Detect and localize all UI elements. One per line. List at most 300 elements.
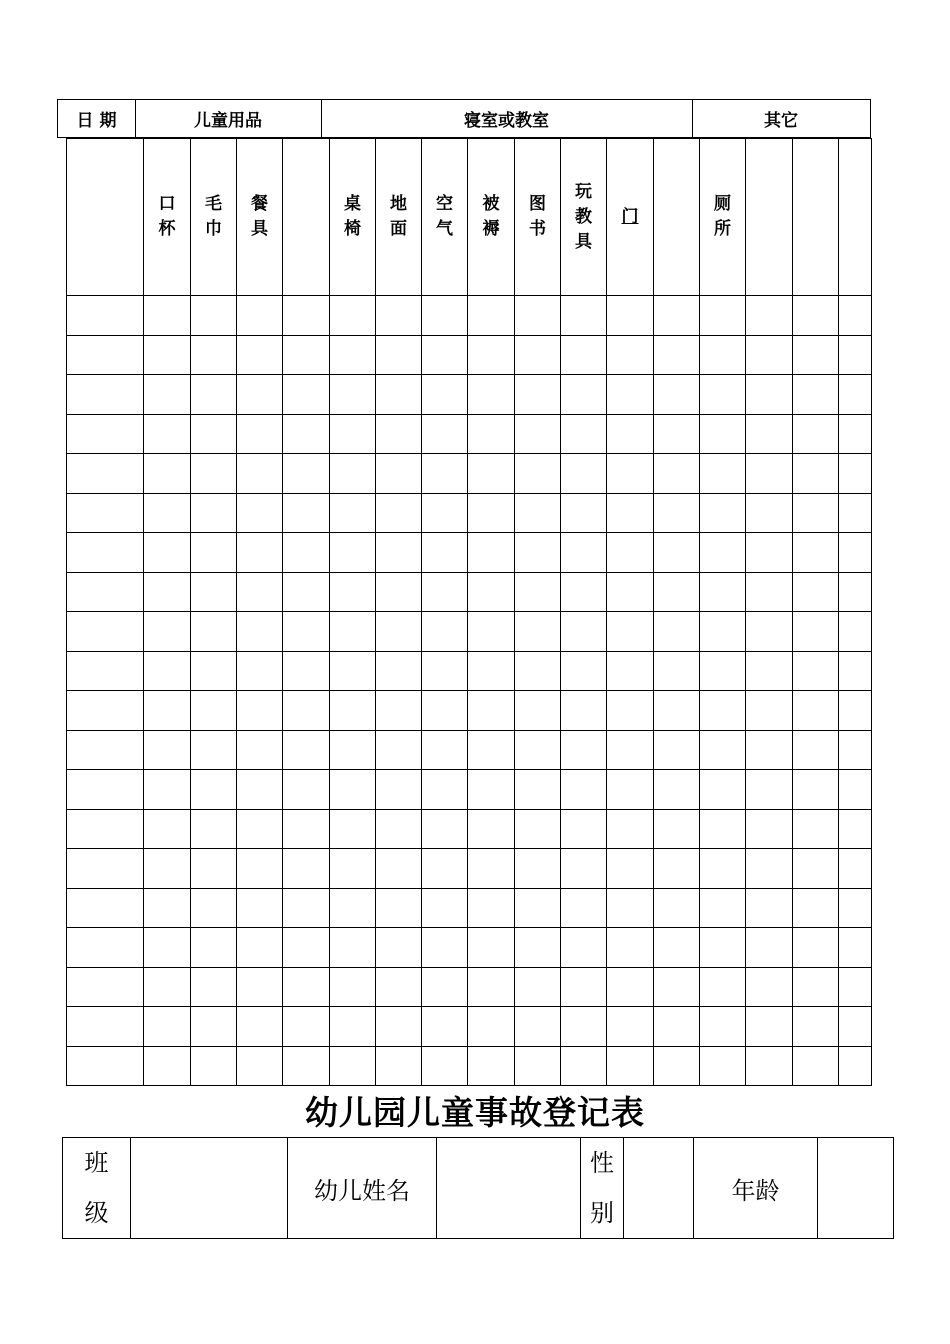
table-cell[interactable] <box>654 849 700 889</box>
table-cell[interactable] <box>468 809 515 849</box>
table-cell[interactable] <box>607 296 654 336</box>
table-cell[interactable] <box>839 651 872 691</box>
table-cell[interactable] <box>376 454 422 494</box>
table-cell[interactable] <box>654 1007 700 1047</box>
table-cell[interactable] <box>330 1046 376 1086</box>
table-cell[interactable] <box>422 454 468 494</box>
table-cell[interactable] <box>793 691 839 731</box>
table-cell[interactable] <box>237 454 283 494</box>
table-cell[interactable] <box>144 691 191 731</box>
table-cell[interactable] <box>283 888 330 928</box>
table-cell[interactable] <box>422 572 468 612</box>
name-field[interactable] <box>437 1138 581 1239</box>
table-cell[interactable] <box>330 809 376 849</box>
table-cell[interactable] <box>191 651 237 691</box>
table-cell[interactable] <box>700 730 746 770</box>
table-cell[interactable] <box>468 651 515 691</box>
table-cell[interactable] <box>144 612 191 652</box>
table-cell[interactable] <box>67 572 144 612</box>
table-cell[interactable] <box>67 335 144 375</box>
table-cell[interactable] <box>746 1046 793 1086</box>
table-cell[interactable] <box>67 375 144 415</box>
table-cell[interactable] <box>700 533 746 573</box>
table-cell[interactable] <box>330 296 376 336</box>
table-cell[interactable] <box>67 533 144 573</box>
table-cell[interactable] <box>422 1007 468 1047</box>
table-cell[interactable] <box>561 928 607 968</box>
table-cell[interactable] <box>561 454 607 494</box>
table-cell[interactable] <box>191 770 237 810</box>
table-cell[interactable] <box>144 454 191 494</box>
table-cell[interactable] <box>654 454 700 494</box>
table-cell[interactable] <box>376 770 422 810</box>
table-cell[interactable] <box>793 809 839 849</box>
table-cell[interactable] <box>422 335 468 375</box>
table-cell[interactable] <box>746 770 793 810</box>
table-cell[interactable] <box>422 651 468 691</box>
table-cell[interactable] <box>839 691 872 731</box>
table-cell[interactable] <box>793 651 839 691</box>
table-cell[interactable] <box>144 770 191 810</box>
table-cell[interactable] <box>515 612 561 652</box>
table-cell[interactable] <box>468 375 515 415</box>
table-cell[interactable] <box>515 335 561 375</box>
table-cell[interactable] <box>237 730 283 770</box>
table-cell[interactable] <box>700 296 746 336</box>
table-cell[interactable] <box>515 928 561 968</box>
table-cell[interactable] <box>422 414 468 454</box>
table-cell[interactable] <box>144 533 191 573</box>
table-cell[interactable] <box>793 928 839 968</box>
table-cell[interactable] <box>237 691 283 731</box>
table-cell[interactable] <box>422 928 468 968</box>
table-cell[interactable] <box>330 888 376 928</box>
table-cell[interactable] <box>654 375 700 415</box>
table-cell[interactable] <box>237 296 283 336</box>
table-cell[interactable] <box>191 375 237 415</box>
table-cell[interactable] <box>700 335 746 375</box>
table-cell[interactable] <box>67 809 144 849</box>
table-cell[interactable] <box>376 928 422 968</box>
table-cell[interactable] <box>330 493 376 533</box>
table-cell[interactable] <box>376 533 422 573</box>
table-cell[interactable] <box>376 809 422 849</box>
table-cell[interactable] <box>330 730 376 770</box>
table-cell[interactable] <box>283 809 330 849</box>
table-cell[interactable] <box>561 414 607 454</box>
table-cell[interactable] <box>330 691 376 731</box>
table-cell[interactable] <box>283 612 330 652</box>
table-cell[interactable] <box>191 296 237 336</box>
table-cell[interactable] <box>561 651 607 691</box>
table-cell[interactable] <box>191 809 237 849</box>
table-cell[interactable] <box>237 770 283 810</box>
table-cell[interactable] <box>191 414 237 454</box>
table-cell[interactable] <box>283 928 330 968</box>
table-cell[interactable] <box>144 572 191 612</box>
table-cell[interactable] <box>468 849 515 889</box>
table-cell[interactable] <box>237 1007 283 1047</box>
table-cell[interactable] <box>654 691 700 731</box>
table-cell[interactable] <box>746 651 793 691</box>
table-cell[interactable] <box>561 335 607 375</box>
table-cell[interactable] <box>283 770 330 810</box>
table-cell[interactable] <box>422 691 468 731</box>
table-cell[interactable] <box>700 928 746 968</box>
table-cell[interactable] <box>283 335 330 375</box>
table-cell[interactable] <box>330 612 376 652</box>
table-cell[interactable] <box>654 730 700 770</box>
table-cell[interactable] <box>283 572 330 612</box>
table-cell[interactable] <box>191 849 237 889</box>
table-cell[interactable] <box>191 454 237 494</box>
table-cell[interactable] <box>839 296 872 336</box>
table-cell[interactable] <box>561 572 607 612</box>
table-cell[interactable] <box>376 888 422 928</box>
table-cell[interactable] <box>468 414 515 454</box>
table-cell[interactable] <box>654 928 700 968</box>
table-cell[interactable] <box>654 572 700 612</box>
table-cell[interactable] <box>515 809 561 849</box>
table-cell[interactable] <box>839 928 872 968</box>
class-field[interactable] <box>131 1138 288 1239</box>
table-cell[interactable] <box>191 1007 237 1047</box>
table-cell[interactable] <box>191 612 237 652</box>
table-cell[interactable] <box>67 730 144 770</box>
table-cell[interactable] <box>67 651 144 691</box>
table-cell[interactable] <box>746 414 793 454</box>
table-cell[interactable] <box>793 730 839 770</box>
table-cell[interactable] <box>144 651 191 691</box>
table-cell[interactable] <box>144 296 191 336</box>
table-cell[interactable] <box>376 493 422 533</box>
table-cell[interactable] <box>468 572 515 612</box>
table-cell[interactable] <box>283 849 330 889</box>
table-cell[interactable] <box>607 888 654 928</box>
table-cell[interactable] <box>700 1007 746 1047</box>
table-cell[interactable] <box>283 691 330 731</box>
table-cell[interactable] <box>515 770 561 810</box>
table-cell[interactable] <box>422 730 468 770</box>
table-cell[interactable] <box>283 730 330 770</box>
table-cell[interactable] <box>515 730 561 770</box>
table-cell[interactable] <box>468 296 515 336</box>
table-cell[interactable] <box>422 809 468 849</box>
table-cell[interactable] <box>67 691 144 731</box>
table-cell[interactable] <box>330 375 376 415</box>
table-cell[interactable] <box>376 375 422 415</box>
table-cell[interactable] <box>793 414 839 454</box>
table-cell[interactable] <box>607 493 654 533</box>
table-cell[interactable] <box>468 335 515 375</box>
table-cell[interactable] <box>191 967 237 1007</box>
table-cell[interactable] <box>793 533 839 573</box>
table-cell[interactable] <box>283 493 330 533</box>
table-cell[interactable] <box>237 849 283 889</box>
table-cell[interactable] <box>839 888 872 928</box>
table-cell[interactable] <box>237 928 283 968</box>
table-cell[interactable] <box>607 533 654 573</box>
table-cell[interactable] <box>839 770 872 810</box>
table-cell[interactable] <box>607 1046 654 1086</box>
table-cell[interactable] <box>144 375 191 415</box>
table-cell[interactable] <box>422 849 468 889</box>
table-cell[interactable] <box>376 691 422 731</box>
table-cell[interactable] <box>283 1007 330 1047</box>
table-cell[interactable] <box>515 1007 561 1047</box>
table-cell[interactable] <box>422 770 468 810</box>
table-cell[interactable] <box>376 296 422 336</box>
table-cell[interactable] <box>144 335 191 375</box>
table-cell[interactable] <box>67 1007 144 1047</box>
table-cell[interactable] <box>468 533 515 573</box>
table-cell[interactable] <box>330 849 376 889</box>
table-cell[interactable] <box>330 533 376 573</box>
table-cell[interactable] <box>607 612 654 652</box>
table-cell[interactable] <box>839 533 872 573</box>
gender-field[interactable] <box>624 1138 694 1239</box>
table-cell[interactable] <box>67 454 144 494</box>
table-cell[interactable] <box>561 612 607 652</box>
table-cell[interactable] <box>515 572 561 612</box>
table-cell[interactable] <box>607 730 654 770</box>
table-cell[interactable] <box>237 572 283 612</box>
table-cell[interactable] <box>191 572 237 612</box>
table-cell[interactable] <box>839 809 872 849</box>
table-cell[interactable] <box>191 335 237 375</box>
table-cell[interactable] <box>422 296 468 336</box>
table-cell[interactable] <box>607 572 654 612</box>
table-cell[interactable] <box>468 691 515 731</box>
table-cell[interactable] <box>746 335 793 375</box>
table-cell[interactable] <box>283 533 330 573</box>
table-cell[interactable] <box>283 1046 330 1086</box>
table-cell[interactable] <box>376 730 422 770</box>
table-cell[interactable] <box>237 493 283 533</box>
table-cell[interactable] <box>654 612 700 652</box>
table-cell[interactable] <box>561 375 607 415</box>
table-cell[interactable] <box>515 414 561 454</box>
table-cell[interactable] <box>746 572 793 612</box>
table-cell[interactable] <box>330 335 376 375</box>
table-cell[interactable] <box>839 414 872 454</box>
table-cell[interactable] <box>839 612 872 652</box>
table-cell[interactable] <box>330 414 376 454</box>
table-cell[interactable] <box>746 296 793 336</box>
table-cell[interactable] <box>144 928 191 968</box>
table-cell[interactable] <box>515 493 561 533</box>
table-cell[interactable] <box>191 533 237 573</box>
table-cell[interactable] <box>746 928 793 968</box>
table-cell[interactable] <box>283 375 330 415</box>
table-cell[interactable] <box>515 1046 561 1086</box>
table-cell[interactable] <box>793 612 839 652</box>
table-cell[interactable] <box>793 1046 839 1086</box>
table-cell[interactable] <box>144 414 191 454</box>
table-cell[interactable] <box>607 335 654 375</box>
table-cell[interactable] <box>330 454 376 494</box>
table-cell[interactable] <box>746 375 793 415</box>
table-cell[interactable] <box>67 414 144 454</box>
table-cell[interactable] <box>422 375 468 415</box>
table-cell[interactable] <box>515 888 561 928</box>
table-cell[interactable] <box>561 533 607 573</box>
table-cell[interactable] <box>839 967 872 1007</box>
table-cell[interactable] <box>700 651 746 691</box>
table-cell[interactable] <box>67 296 144 336</box>
table-cell[interactable] <box>607 809 654 849</box>
table-cell[interactable] <box>607 967 654 1007</box>
table-cell[interactable] <box>839 1007 872 1047</box>
table-cell[interactable] <box>283 454 330 494</box>
table-cell[interactable] <box>283 967 330 1007</box>
table-cell[interactable] <box>654 1046 700 1086</box>
table-cell[interactable] <box>237 375 283 415</box>
table-cell[interactable] <box>654 770 700 810</box>
table-cell[interactable] <box>67 770 144 810</box>
table-cell[interactable] <box>67 612 144 652</box>
table-cell[interactable] <box>561 493 607 533</box>
table-cell[interactable] <box>468 928 515 968</box>
table-cell[interactable] <box>515 375 561 415</box>
table-cell[interactable] <box>376 651 422 691</box>
table-cell[interactable] <box>654 414 700 454</box>
table-cell[interactable] <box>515 651 561 691</box>
table-cell[interactable] <box>376 967 422 1007</box>
table-cell[interactable] <box>237 888 283 928</box>
table-cell[interactable] <box>237 651 283 691</box>
table-cell[interactable] <box>468 1046 515 1086</box>
table-cell[interactable] <box>607 691 654 731</box>
table-cell[interactable] <box>700 454 746 494</box>
table-cell[interactable] <box>376 572 422 612</box>
table-cell[interactable] <box>468 454 515 494</box>
table-cell[interactable] <box>468 888 515 928</box>
table-cell[interactable] <box>700 770 746 810</box>
table-cell[interactable] <box>746 493 793 533</box>
table-cell[interactable] <box>144 888 191 928</box>
table-cell[interactable] <box>700 414 746 454</box>
table-cell[interactable] <box>144 849 191 889</box>
table-cell[interactable] <box>561 296 607 336</box>
table-cell[interactable] <box>191 1046 237 1086</box>
table-cell[interactable] <box>561 849 607 889</box>
table-cell[interactable] <box>191 888 237 928</box>
table-cell[interactable] <box>607 454 654 494</box>
table-cell[interactable] <box>283 414 330 454</box>
table-cell[interactable] <box>468 1007 515 1047</box>
table-cell[interactable] <box>793 493 839 533</box>
table-cell[interactable] <box>144 809 191 849</box>
age-field[interactable] <box>818 1138 894 1239</box>
table-cell[interactable] <box>839 454 872 494</box>
table-cell[interactable] <box>700 612 746 652</box>
table-cell[interactable] <box>515 691 561 731</box>
table-cell[interactable] <box>330 651 376 691</box>
table-cell[interactable] <box>468 493 515 533</box>
table-cell[interactable] <box>237 967 283 1007</box>
table-cell[interactable] <box>468 730 515 770</box>
table-cell[interactable] <box>67 967 144 1007</box>
table-cell[interactable] <box>746 691 793 731</box>
table-cell[interactable] <box>237 335 283 375</box>
table-cell[interactable] <box>607 1007 654 1047</box>
table-cell[interactable] <box>330 1007 376 1047</box>
table-cell[interactable] <box>746 967 793 1007</box>
table-cell[interactable] <box>654 335 700 375</box>
table-cell[interactable] <box>793 1007 839 1047</box>
table-cell[interactable] <box>376 849 422 889</box>
table-cell[interactable] <box>330 928 376 968</box>
table-cell[interactable] <box>515 533 561 573</box>
table-cell[interactable] <box>515 849 561 889</box>
table-cell[interactable] <box>330 967 376 1007</box>
table-cell[interactable] <box>793 967 839 1007</box>
table-cell[interactable] <box>468 770 515 810</box>
table-cell[interactable] <box>793 296 839 336</box>
table-cell[interactable] <box>746 849 793 889</box>
table-cell[interactable] <box>376 1046 422 1086</box>
table-cell[interactable] <box>654 967 700 1007</box>
table-cell[interactable] <box>700 809 746 849</box>
table-cell[interactable] <box>191 730 237 770</box>
table-cell[interactable] <box>561 1046 607 1086</box>
table-cell[interactable] <box>422 612 468 652</box>
table-cell[interactable] <box>283 296 330 336</box>
table-cell[interactable] <box>746 809 793 849</box>
table-cell[interactable] <box>515 296 561 336</box>
table-cell[interactable] <box>793 770 839 810</box>
table-cell[interactable] <box>839 849 872 889</box>
table-cell[interactable] <box>376 335 422 375</box>
table-cell[interactable] <box>376 414 422 454</box>
table-cell[interactable] <box>422 1046 468 1086</box>
table-cell[interactable] <box>422 888 468 928</box>
table-cell[interactable] <box>237 414 283 454</box>
table-cell[interactable] <box>654 888 700 928</box>
table-cell[interactable] <box>376 1007 422 1047</box>
table-cell[interactable] <box>793 375 839 415</box>
table-cell[interactable] <box>839 730 872 770</box>
table-cell[interactable] <box>839 335 872 375</box>
table-cell[interactable] <box>793 849 839 889</box>
table-cell[interactable] <box>237 809 283 849</box>
table-cell[interactable] <box>607 375 654 415</box>
table-cell[interactable] <box>746 612 793 652</box>
table-cell[interactable] <box>561 730 607 770</box>
table-cell[interactable] <box>793 335 839 375</box>
table-cell[interactable] <box>468 967 515 1007</box>
table-cell[interactable] <box>144 730 191 770</box>
table-cell[interactable] <box>237 533 283 573</box>
table-cell[interactable] <box>700 572 746 612</box>
table-cell[interactable] <box>468 612 515 652</box>
table-cell[interactable] <box>654 533 700 573</box>
table-cell[interactable] <box>561 967 607 1007</box>
table-cell[interactable] <box>607 651 654 691</box>
table-cell[interactable] <box>422 967 468 1007</box>
table-cell[interactable] <box>746 730 793 770</box>
table-cell[interactable] <box>561 691 607 731</box>
table-cell[interactable] <box>746 1007 793 1047</box>
table-cell[interactable] <box>144 1007 191 1047</box>
table-cell[interactable] <box>561 1007 607 1047</box>
table-cell[interactable] <box>237 1046 283 1086</box>
table-cell[interactable] <box>654 651 700 691</box>
table-cell[interactable] <box>700 375 746 415</box>
table-cell[interactable] <box>191 493 237 533</box>
table-cell[interactable] <box>283 651 330 691</box>
